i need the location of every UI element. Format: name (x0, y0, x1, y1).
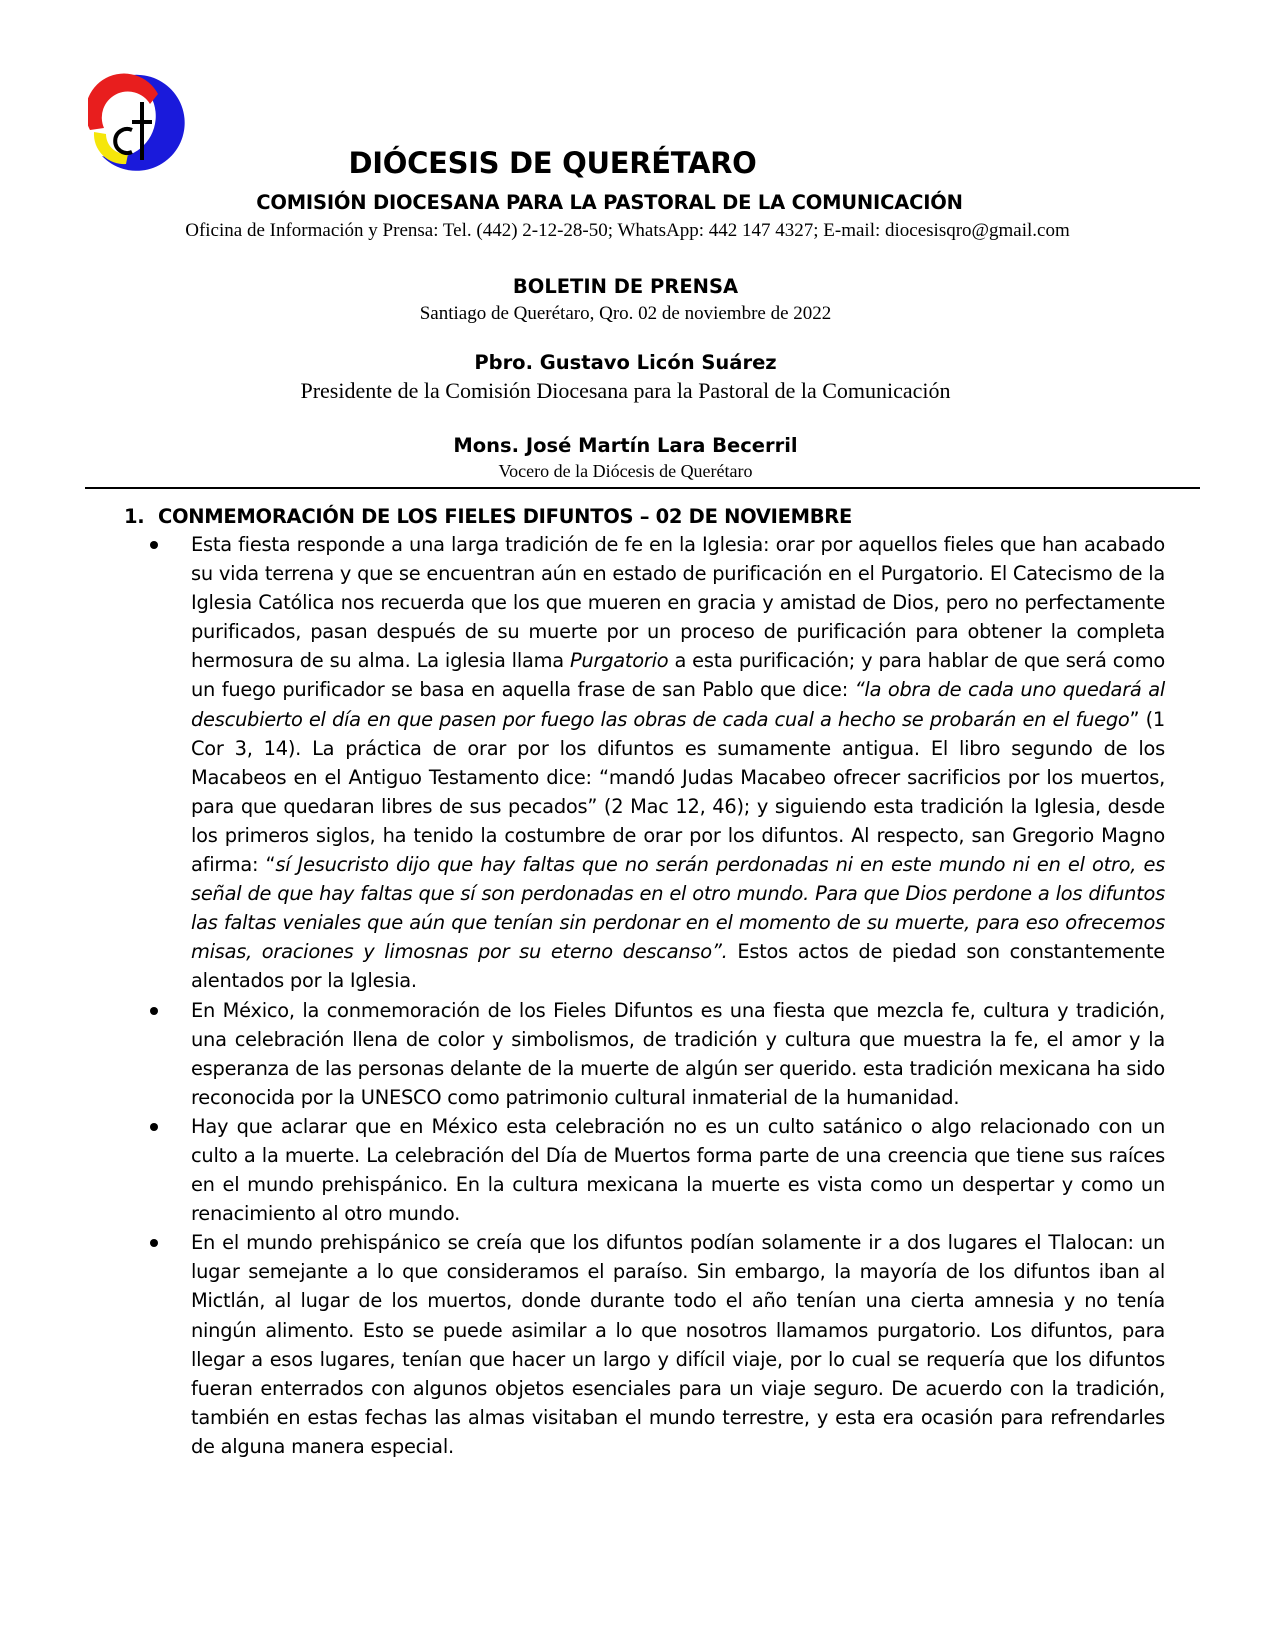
contact-line: Oficina de Información y Prensa: Tel. (442) 2-12-28-50; WhatsApp: 442 147 4327; E-mail: diocesisqro@gmail.com (185, 220, 1070, 241)
list-item (150, 1228, 1165, 1461)
bullet-list (150, 530, 1165, 1461)
paragraph-text: En México, la conmemoración de los Fieles Difuntos es una fiesta que mezcla fe, cultura y tradición, una celebración llena de color y simbolismos, de tradición y cultura que muestra la fe, el amor y la esperanza de las personas delante de la muerte de algún ser querido. esta tradición mexicana ha sido reconocida por la UNESCO como patrimonio cultural inmaterial de la humanidad. (191, 998, 1165, 1109)
list-item (150, 530, 1165, 996)
commission-subtitle: COMISIÓN DIOCESANA PARA LA PASTORAL DE LA COMUNICACIÓN (256, 191, 963, 214)
section-title: CONMEMORACIÓN DE LOS FIELES DIFUNTOS – 02 DE NOVIEMBRE (158, 505, 853, 528)
signatory-name: Pbro. Gustavo Licón Suárez (474, 351, 777, 374)
list-item (150, 996, 1165, 1112)
signatory-role: Vocero de la Diócesis de Querétaro (498, 461, 753, 481)
bullet-icon (150, 1123, 158, 1131)
bullet-icon (150, 541, 158, 549)
section-number: 1. (124, 505, 145, 528)
paragraph-text: Hay que aclarar que en México esta celebración no es un culto satánico o algo relacionado con un culto a la muerte. La celebración del Día de Muertos forma parte de una creencia que tiene sus raíces en el mundo prehispánico. En la cultura mexicana la muerte es vista como un despertar y como un renacimiento al otro mundo. (191, 1114, 1165, 1226)
bullet-icon (150, 1239, 158, 1247)
section-heading (124, 505, 852, 528)
page-title: DIÓCESIS DE QUERÉTARO (348, 146, 757, 180)
paragraph-text: Estos actos de piedad son constantemente alentados por la Iglesia. (191, 940, 1165, 993)
paragraph-text: En el mundo prehispánico se creía que los difuntos podían solamente ir a dos lugares el Tlalocan: un lugar semejante a lo que consideramos el paraíso. Sin embargo, la mayoría de los difuntos iban al Mictlán, al lugar de los muertos, donde durante todo el año tenían una cierta amnesia y no tenía ningún alimento. Esto se puede asimilar a lo que nosotros llamamos purgatorio. Los difuntos, para llegar a esos lugares, tenían que hacer un largo y difícil viaje, por lo cual se requería que los difuntos fueran enterrados con algunos objetos esenciales para un viaje seguro. De acuerdo con la tradición, también en estas fechas las almas visitaban el mundo terrestre, y esta era ocasión para refrendarles de alguna manera especial. (191, 1231, 1165, 1458)
paragraph-text: Esta fiesta responde a una larga tradición de fe en la Iglesia: orar por aquellos fieles que han acabado su vida terrena y que se encuentran aún en estado de purificación en el Purgatorio. El Catecismo de la Iglesia Católica nos recuerda que los que mueren en gracia y amistad de Dios, pero no perfectamente purificados, pasan después de su muerte por un proceso de purificación para obtener la completa hermosura de su alma. La iglesia llama (191, 533, 1165, 673)
paragraph-text: a esta purificación; y para hablar de que será como un fuego purificador se basa en aquella frase de san Pablo que dice: (191, 649, 1165, 702)
quote-italic: sí Jesucristo dijo que hay faltas que no serán perdonadas ni en este mundo ni en el otro, es señal de que hay faltas que sí son perdonadas en el otro mundo. Para que Dios perdone a los difuntos las faltas veniales que aún que tenían sin perdonar en el momento de su muerte, para eso ofrecemos misas, oraciones y limosnas por su eterno descanso”. (191, 853, 1165, 964)
header-divider (85, 487, 1200, 489)
list-item (150, 1112, 1165, 1228)
paragraph-text-italic: Purgatorio (569, 649, 669, 673)
signatory-role: Presidente de la Comisión Diocesana para la Pastoral de la Comunicación (300, 378, 951, 403)
bulletin-date: Santiago de Querétaro, Qro. 02 de noviembre de 2022 (419, 303, 832, 324)
bulletin-heading: BOLETIN DE PRENSA (512, 275, 739, 298)
quote-italic: “la obra de cada uno quedará al descubierto el día en que pasen por fuego las obras de cada cual a hecho se probarán en el fuego (191, 678, 1165, 731)
paragraph-text: ” (1 Cor 3, 14). La práctica de orar por los difuntos es sumamente antigua. El libro segundo de los Macabeos en el Antiguo Testamento dice: “mandó Judas Macabeo ofrecer sacrificios por los muertos, para que quedaran libres de sus pecados” (2 Mac 12, 46); y siguiendo esta tradición la Iglesia, desde los primeros siglos, ha tenido la costumbre de orar por los difuntos. Al respecto, san Gregorio Magno afirma: “ (191, 707, 1165, 877)
bullet-icon (150, 1007, 158, 1015)
signatory-name: Mons. José Martín Lara Becerril (453, 434, 798, 457)
